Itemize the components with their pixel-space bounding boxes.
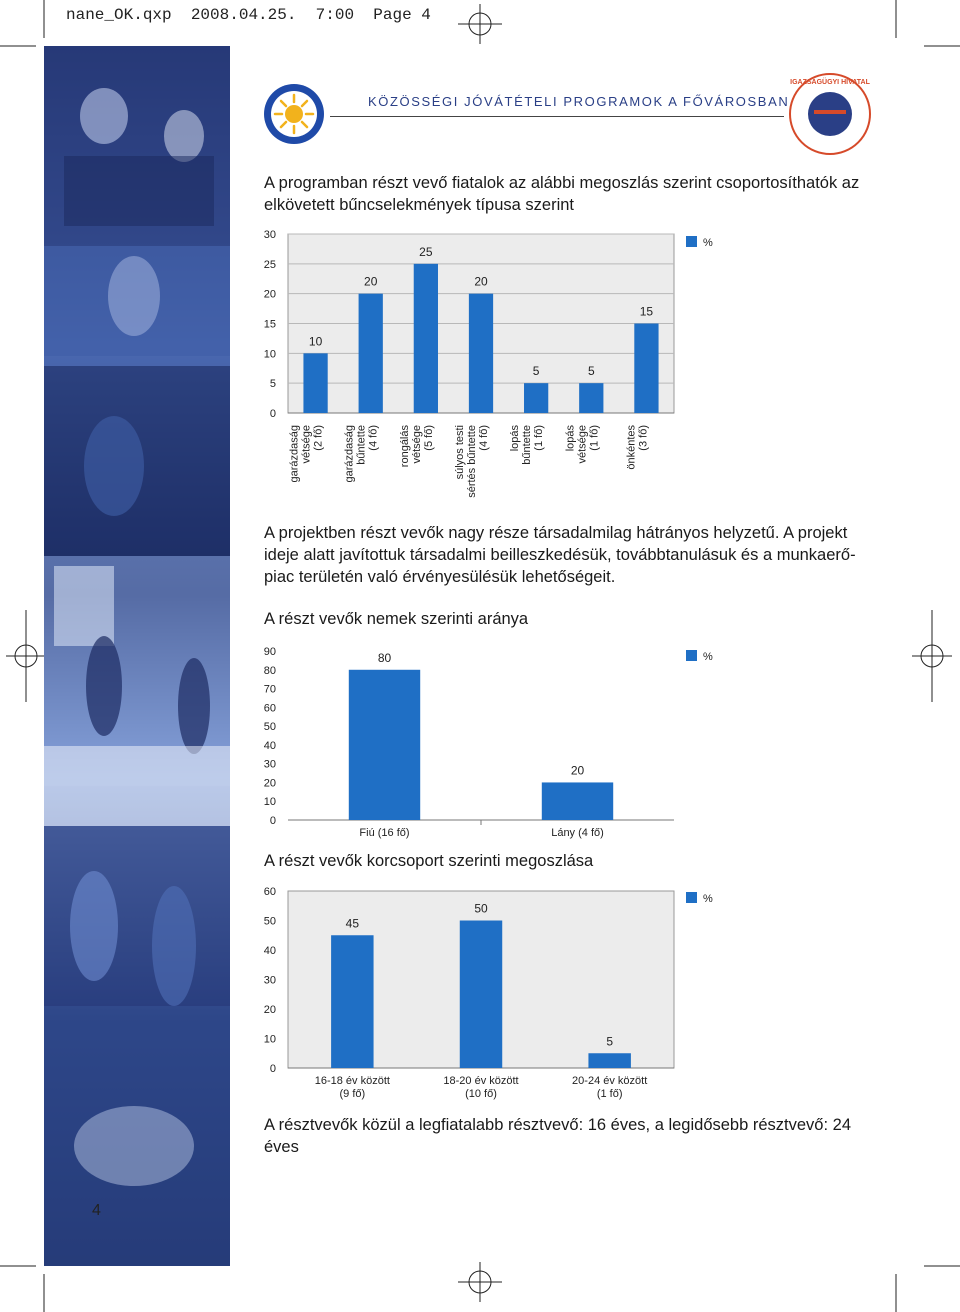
category-label: [454, 425, 490, 498]
bar: [359, 294, 383, 413]
category-label-line: (4 fő): [367, 425, 380, 451]
slug-page: Page 4: [373, 6, 431, 24]
bar: [349, 670, 420, 820]
category-label-line: (9 fő): [339, 1088, 366, 1100]
bar: [588, 1053, 630, 1068]
category-label-line: (2 fő): [312, 425, 325, 451]
category-label-line: (5 fő): [422, 425, 435, 451]
category-label-line: lopás: [564, 425, 577, 452]
seal-text: IGAZSÁGÜGYI HIVATAL: [790, 79, 870, 86]
bar: [469, 294, 493, 413]
category-label: [509, 425, 545, 465]
page-number: 4: [92, 1202, 101, 1219]
y-tick-label: 30: [263, 974, 276, 987]
bar: [414, 264, 438, 413]
participants-paragraph: A projektben részt vevők nagy része társadalmilag hátrányos helyzetű. A projekt ideje alatt javítottuk társadalmi beilleszkedésük, továbbtanulásuk és a munkaerő-piac területén való érvényesülésük lehetőségeit.: [264, 524, 856, 586]
header-rule: [330, 116, 784, 117]
category-label-line: bűntette: [355, 425, 368, 465]
y-tick-label: 80: [263, 664, 276, 677]
gender-chart-title: A részt vevők nemek szerinti aránya: [264, 610, 529, 628]
data-label: 20: [474, 274, 488, 289]
data-label: 15: [639, 304, 654, 319]
category-label-line: Fiú (16 fő): [359, 827, 410, 839]
data-label: 10: [308, 334, 323, 349]
registration-target-top: [458, 4, 502, 44]
data-label: 25: [419, 244, 433, 259]
category-label-line: 18-20 év között: [443, 1075, 519, 1087]
photo-collage: [44, 46, 230, 1266]
age-group-chart: [250, 880, 730, 1106]
y-tick-label: 0: [269, 1063, 276, 1075]
category-label-line: bűntette: [521, 425, 534, 465]
y-tick-label: 70: [263, 683, 276, 696]
data-label: 5: [532, 364, 540, 379]
data-label: 80: [377, 650, 392, 665]
y-tick-label: 5: [269, 378, 276, 391]
y-tick-label: 50: [263, 721, 276, 734]
bar: [331, 935, 373, 1068]
offense-type-chart: [250, 228, 730, 512]
category-label-line: (1 fő): [533, 425, 546, 451]
y-tick-label: 10: [263, 348, 276, 361]
category-label-line: vétsége: [410, 425, 423, 464]
y-tick-label: 15: [263, 318, 276, 331]
category-label-line: (4 fő): [478, 425, 490, 451]
category-label: [289, 425, 325, 483]
category-label-line: garázdaság: [288, 425, 301, 483]
bar: [303, 353, 327, 413]
data-label: 50: [474, 901, 488, 916]
bar: [542, 782, 613, 820]
y-tick-label: 30: [263, 229, 276, 241]
bar: [579, 383, 603, 413]
category-label-line: Lány (4 fő): [551, 827, 604, 839]
age-range-conclusion: A résztvevők közül a legfiatalabb résztvevő: 16 éves, a legidősebb résztvevő: 24 éves: [264, 1116, 851, 1156]
bar: [524, 383, 548, 413]
y-tick-label: 90: [263, 646, 276, 658]
program-sun-logo: [262, 82, 326, 146]
category-label-line: (1 fő): [596, 1088, 623, 1100]
category-label-line: garázdaság: [343, 425, 356, 483]
y-tick-label: 40: [263, 739, 276, 752]
bar: [634, 324, 658, 414]
y-tick-label: 0: [269, 815, 276, 827]
category-label-line: vétsége: [576, 425, 589, 464]
y-tick-label: 10: [263, 1033, 276, 1046]
slug-date: 2008.04.25.: [190, 6, 297, 24]
data-label: 5: [606, 1034, 614, 1049]
legend-swatch: [686, 892, 697, 903]
slug-file: nane_OK.qxp: [66, 6, 172, 24]
category-label: [625, 425, 649, 470]
legend-swatch: [686, 236, 697, 247]
category-label-line: lopás: [509, 425, 522, 452]
category-label-line: (10 fő): [465, 1088, 497, 1100]
y-tick-label: 40: [263, 945, 276, 957]
y-tick-label: 20: [263, 288, 276, 301]
registration-target-bottom: [458, 1262, 502, 1302]
data-label: 45: [345, 916, 360, 931]
y-tick-label: 60: [263, 886, 276, 898]
category-label-line: súlyos testi: [454, 425, 466, 480]
category-label-line: önkéntes: [625, 425, 638, 470]
legend-label: %: [703, 651, 713, 663]
slug-time: 7:00: [315, 6, 355, 24]
data-label: 20: [570, 763, 585, 778]
data-label: 5: [587, 364, 595, 379]
legend-swatch: [686, 650, 697, 661]
category-label: [564, 425, 600, 464]
registration-target-right: [912, 610, 952, 702]
y-tick-label: 20: [263, 1004, 276, 1016]
y-tick-label: 20: [263, 777, 276, 790]
y-tick-label: 60: [263, 702, 276, 715]
photo-collage-graphic: [44, 46, 230, 1266]
legend-label: %: [703, 893, 713, 905]
y-tick-label: 30: [263, 758, 276, 771]
registration-target-left: [6, 610, 46, 702]
category-label-line: 16-18 év között: [314, 1075, 390, 1087]
y-tick-label: 25: [263, 258, 276, 271]
ministry-seal-logo: [788, 72, 872, 156]
gender-chart: [250, 640, 730, 844]
legend-label: %: [703, 237, 713, 249]
category-label: [399, 425, 435, 468]
category-label-line: rongálás: [398, 425, 411, 468]
y-tick-label: 50: [263, 915, 276, 928]
y-tick-label: 0: [269, 408, 276, 420]
header-title: KÖZÖSSÉGI JÓVÁTÉTELI PROGRAMOK A FŐVÁROSBAN: [368, 94, 790, 109]
data-label: 20: [364, 274, 378, 289]
category-label-line: (3 fő): [637, 425, 650, 451]
category-label-line: 20-24 év között: [572, 1075, 648, 1087]
category-label: [344, 425, 380, 483]
y-tick-label: 10: [263, 796, 276, 809]
age-chart-title: A részt vevők korcsoport szerinti megoszlása: [264, 852, 594, 870]
intro-text: A programban részt vevő fiatalok az alábbi megoszlás szerint csoportosíthatók az elkövetett bűncselekmények típusa szerint: [264, 174, 860, 214]
category-label-line: sértés bűntette: [466, 425, 478, 498]
category-label-line: vétsége: [300, 425, 313, 464]
bar: [460, 921, 502, 1069]
category-label-line: (1 fő): [588, 425, 601, 451]
